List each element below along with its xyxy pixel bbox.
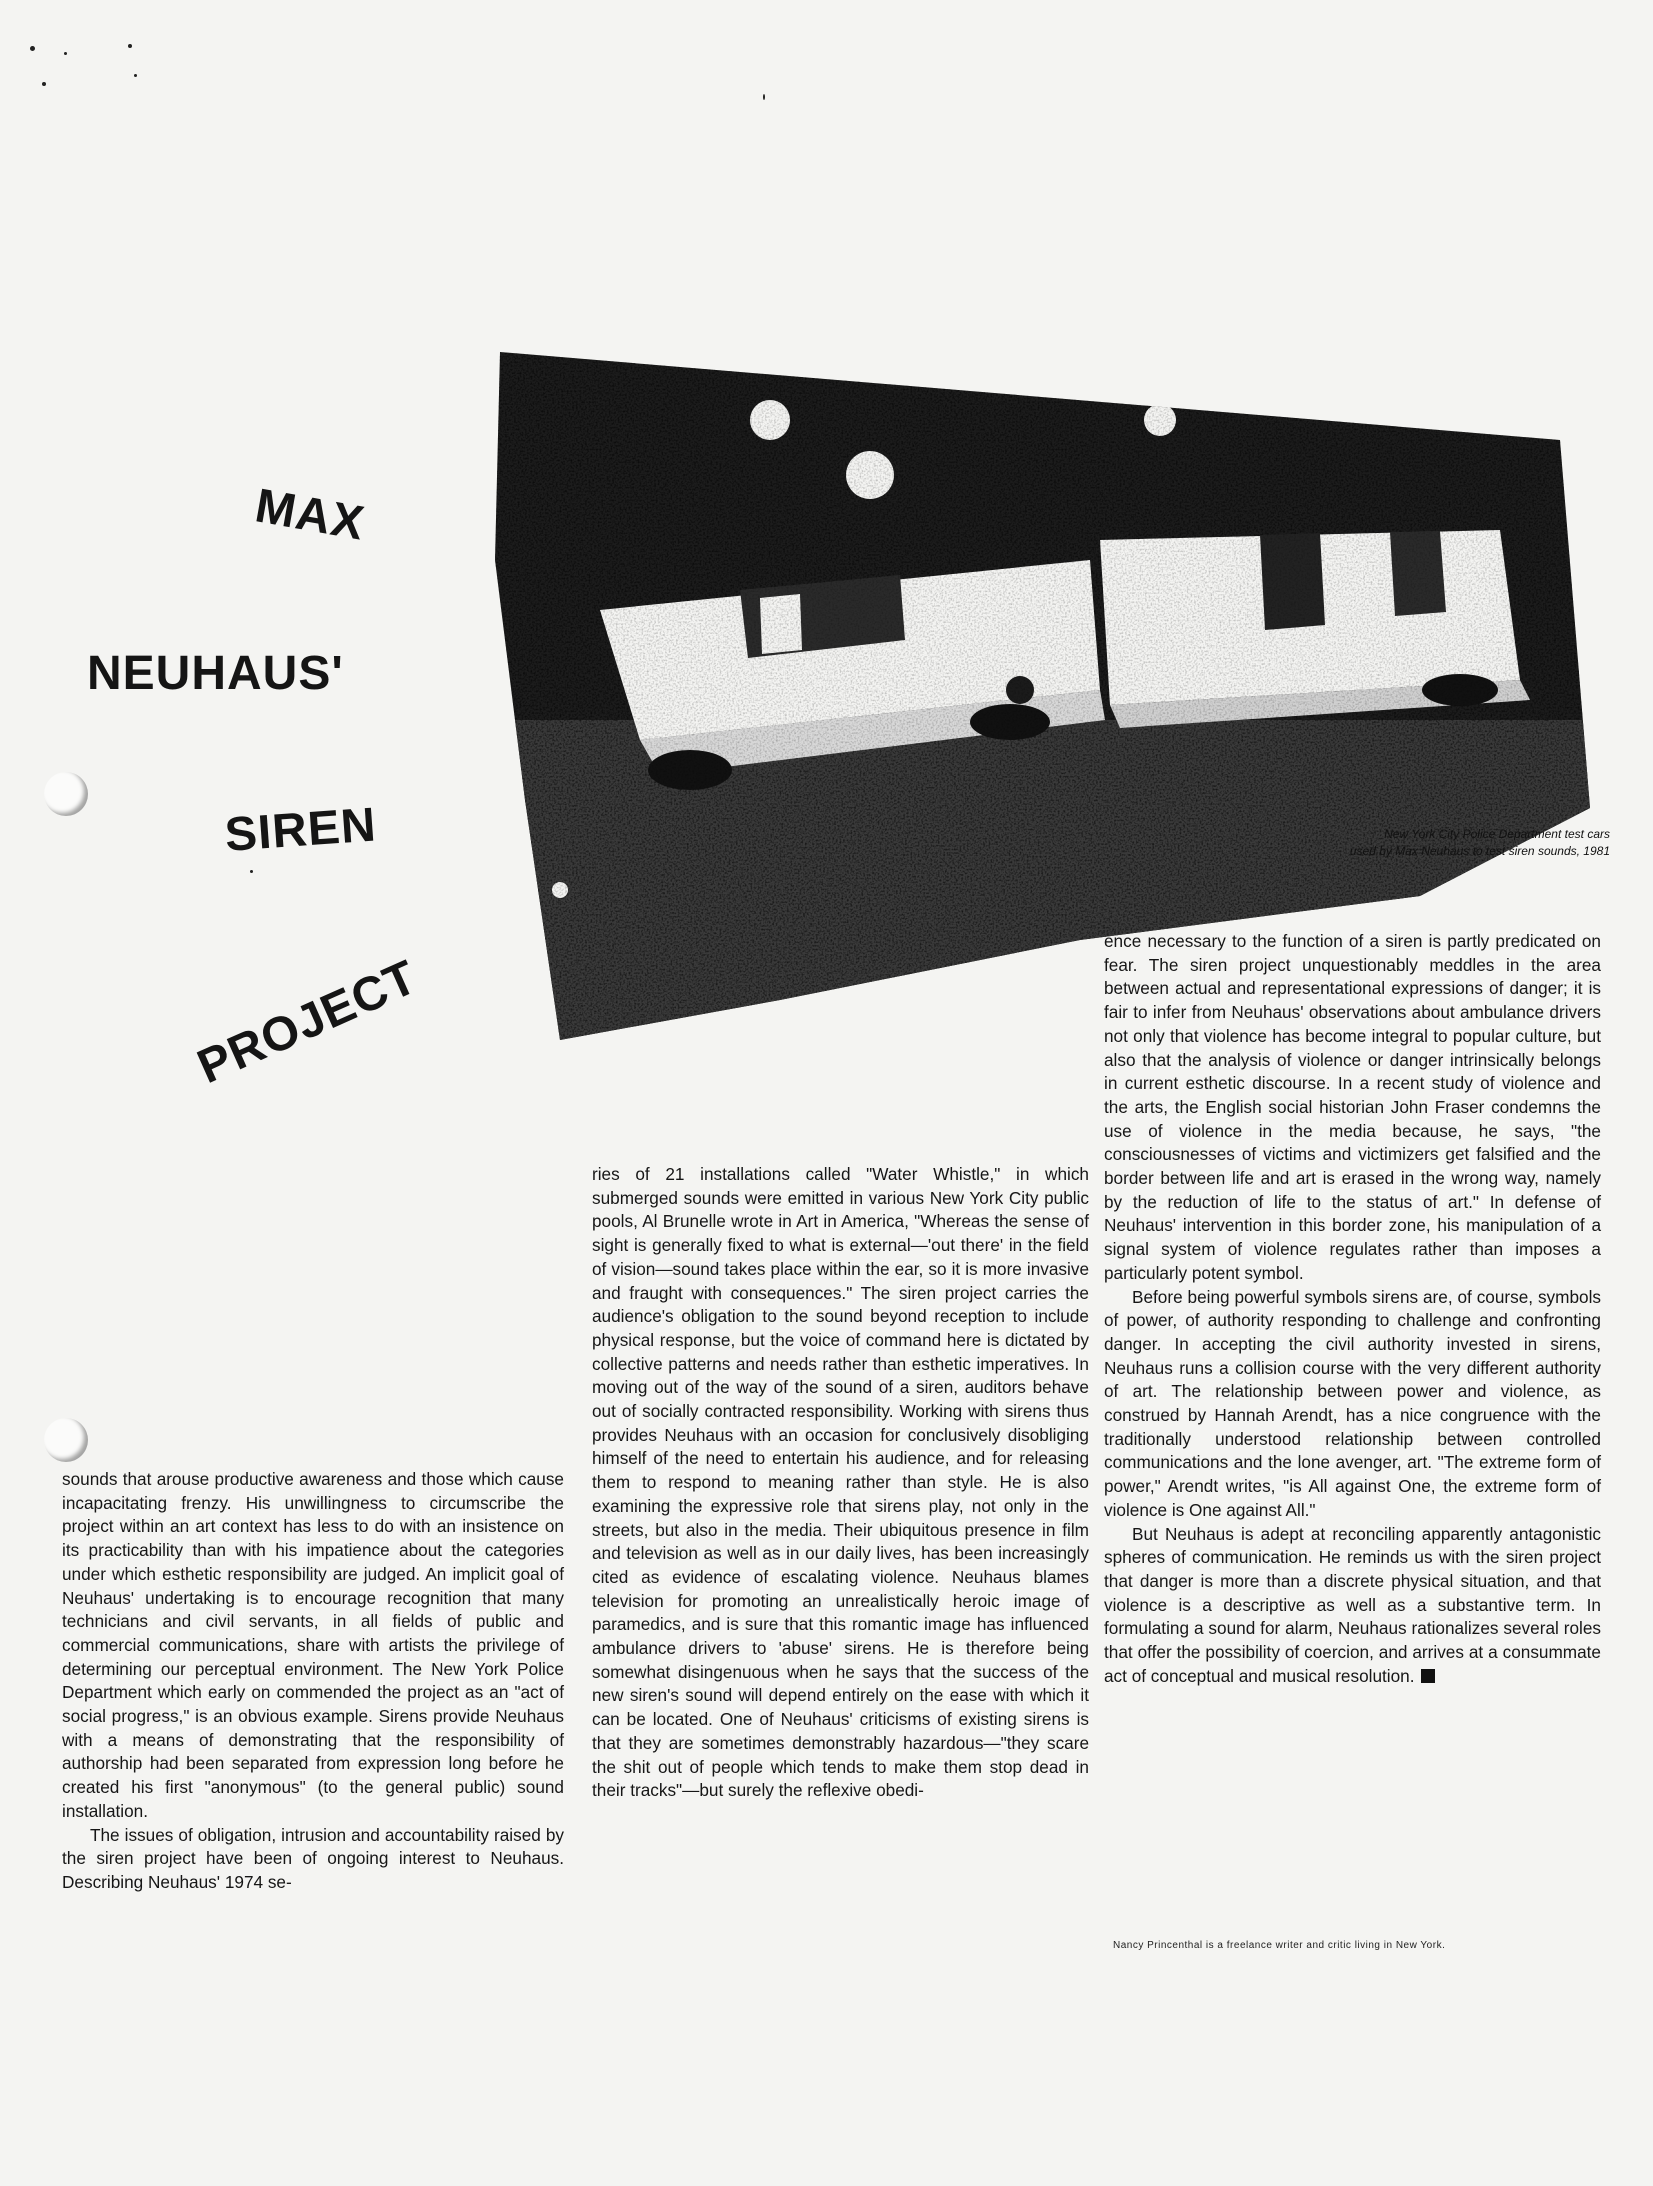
title-project: PROJECT xyxy=(190,950,426,1095)
article-column-1 xyxy=(62,1468,564,1895)
title-max: MAX xyxy=(251,479,369,551)
end-mark xyxy=(1421,1669,1435,1683)
caption-line-1: New York City Police Department test cars xyxy=(1384,827,1610,841)
article-column-2 xyxy=(592,1163,1089,1803)
col3-paragraph-2: Before being powerful symbols sirens are, of course, symbols of power, of authority responding to challenge and confronting danger. In accepting the civil authority invested in sirens, Neuhaus runs a collision course with the very different authority of art. The relationship between power and violence, as construed by Hannah Arendt, has a nice congruence with the traditionally understood relationship between controlled communications and the lone avenger, art. "The extreme form of power," Arendt writes, "is All against One, the extreme form of violence is One against All." xyxy=(1104,1286,1601,1520)
binder-hole-bottom xyxy=(44,1418,88,1462)
col1-paragraph-2: The issues of obligation, intrusion and accountability raised by the siren project have been of ongoing interest to Neuhaus. Describing Neuhaus' 1974 se- xyxy=(62,1824,564,1892)
title-siren: SIREN xyxy=(223,798,379,862)
photo-caption xyxy=(1250,826,1610,860)
article-column-3 xyxy=(1104,930,1601,1689)
col3-paragraph-3-text: But Neuhaus is adept at reconciling apparently antagonistic spheres of communication. He reminds us with the siren project that danger is more than a discrete physical situation, and that violence is a descriptive as well as a substantive term. In formulating a sound for alarm, Neuhaus rationalizes several roles that offer the possibility of coercion, and arrives at a consummate act of conceptual and musical resolution. xyxy=(1104,1523,1601,1686)
author-byline: Nancy Princenthal is a freelance writer and critic living in New York. xyxy=(1113,1940,1446,1951)
col3-paragraph-3 xyxy=(1104,1523,1601,1689)
police-cars-photo xyxy=(0,0,1653,1060)
col2-paragraph-1: ries of 21 installations called "Water Whistle," in which submerged sounds were emitted in various New York City public pools, Al Brunelle wrote in Art in America, "Whereas the sense of sight is generally fixed to what is external—'out there' in the field of vision—sound takes place within the ear, so it is more invasive and fraught with consequences." The siren project carries the audience's obligation to the sound beyond reception to include physical response, but the voice of command here is dictated by collective patterns and needs rather than esthetic imperatives. In moving out of the way of the sound of a siren, auditors behave out of socially contracted responsibility. Working with sirens thus provides Neuhaus with an occasion for conclusively disobliging himself of the need to entertain his audience, and for releasing them to respond to meaning rather than style. He is also examining the expressive role that sirens play, not only in the streets, but also in the media. Their ubiquitous presence in film and television as well as in our daily lives, has been increasingly cited as evidence of escalating violence. Neuhaus blames television for promoting an unrealistically heroic image of paramedics, and is sure that this romantic image has influenced ambulance drivers to 'abuse' sirens. He is therefore being somewhat disingenuous when he says that the success of the new siren's sound will depend entirely on the ease with which it can be located. One of Neuhaus' criticisms of existing sirens is that they are sometimes demonstrably hazardous—"they scare the shit out of people which tends to make them stop dead in their tracks"—but surely the reflexive obedi- xyxy=(592,1164,1089,1801)
caption-line-2: used by Max Neuhaus to test siren sounds, 1981 xyxy=(1349,844,1610,858)
col3-paragraph-1: ence necessary to the function of a siren is partly predicated on fear. The siren project unquestionably meddles in the area between actual and representational expressions of danger; it is fair to infer from Neuhaus' observations about ambulance drivers not only that violence has become integral to popular culture, but also that the analysis of violence or danger intrinsically belongs in current esthetic discourse. In a recent study of violence and the arts, the English social historian John Fraser condemns the use of violence in the media because, he says, "the consciousnesses of victims and victimizers get falsified and the border between life and art is erased in the wrong way, namely by the reduction of life to the status of art." In defense of Neuhaus' intervention in this border zone, his manipulation of a signal system of violence regulates rather than imposes a particularly potent symbol. xyxy=(1104,931,1601,1283)
title-neuhaus: NEUHAUS' xyxy=(87,647,344,700)
col1-paragraph-1: sounds that arouse productive awareness and those which cause incapacitating frenzy. His unwillingness to circumscribe the project within an art context has less to do with an insistence on its practicability than with his impatience about the categories under which esthetic responsibility are judged. An implicit goal of Neuhaus' undertaking is to encourage recognition that many technicians and civil servants, in all fields of public and commercial communications, share with artists the privilege of determining our perceptual environment. The New York Police Department which early on commended the project as an "act of social progress," is an obvious example. Sirens provide Neuhaus with a means of demonstrating that the responsibility of authorship had been separated from expression long before he created his first "anonymous" (to the general public) sound installation. xyxy=(62,1469,564,1821)
